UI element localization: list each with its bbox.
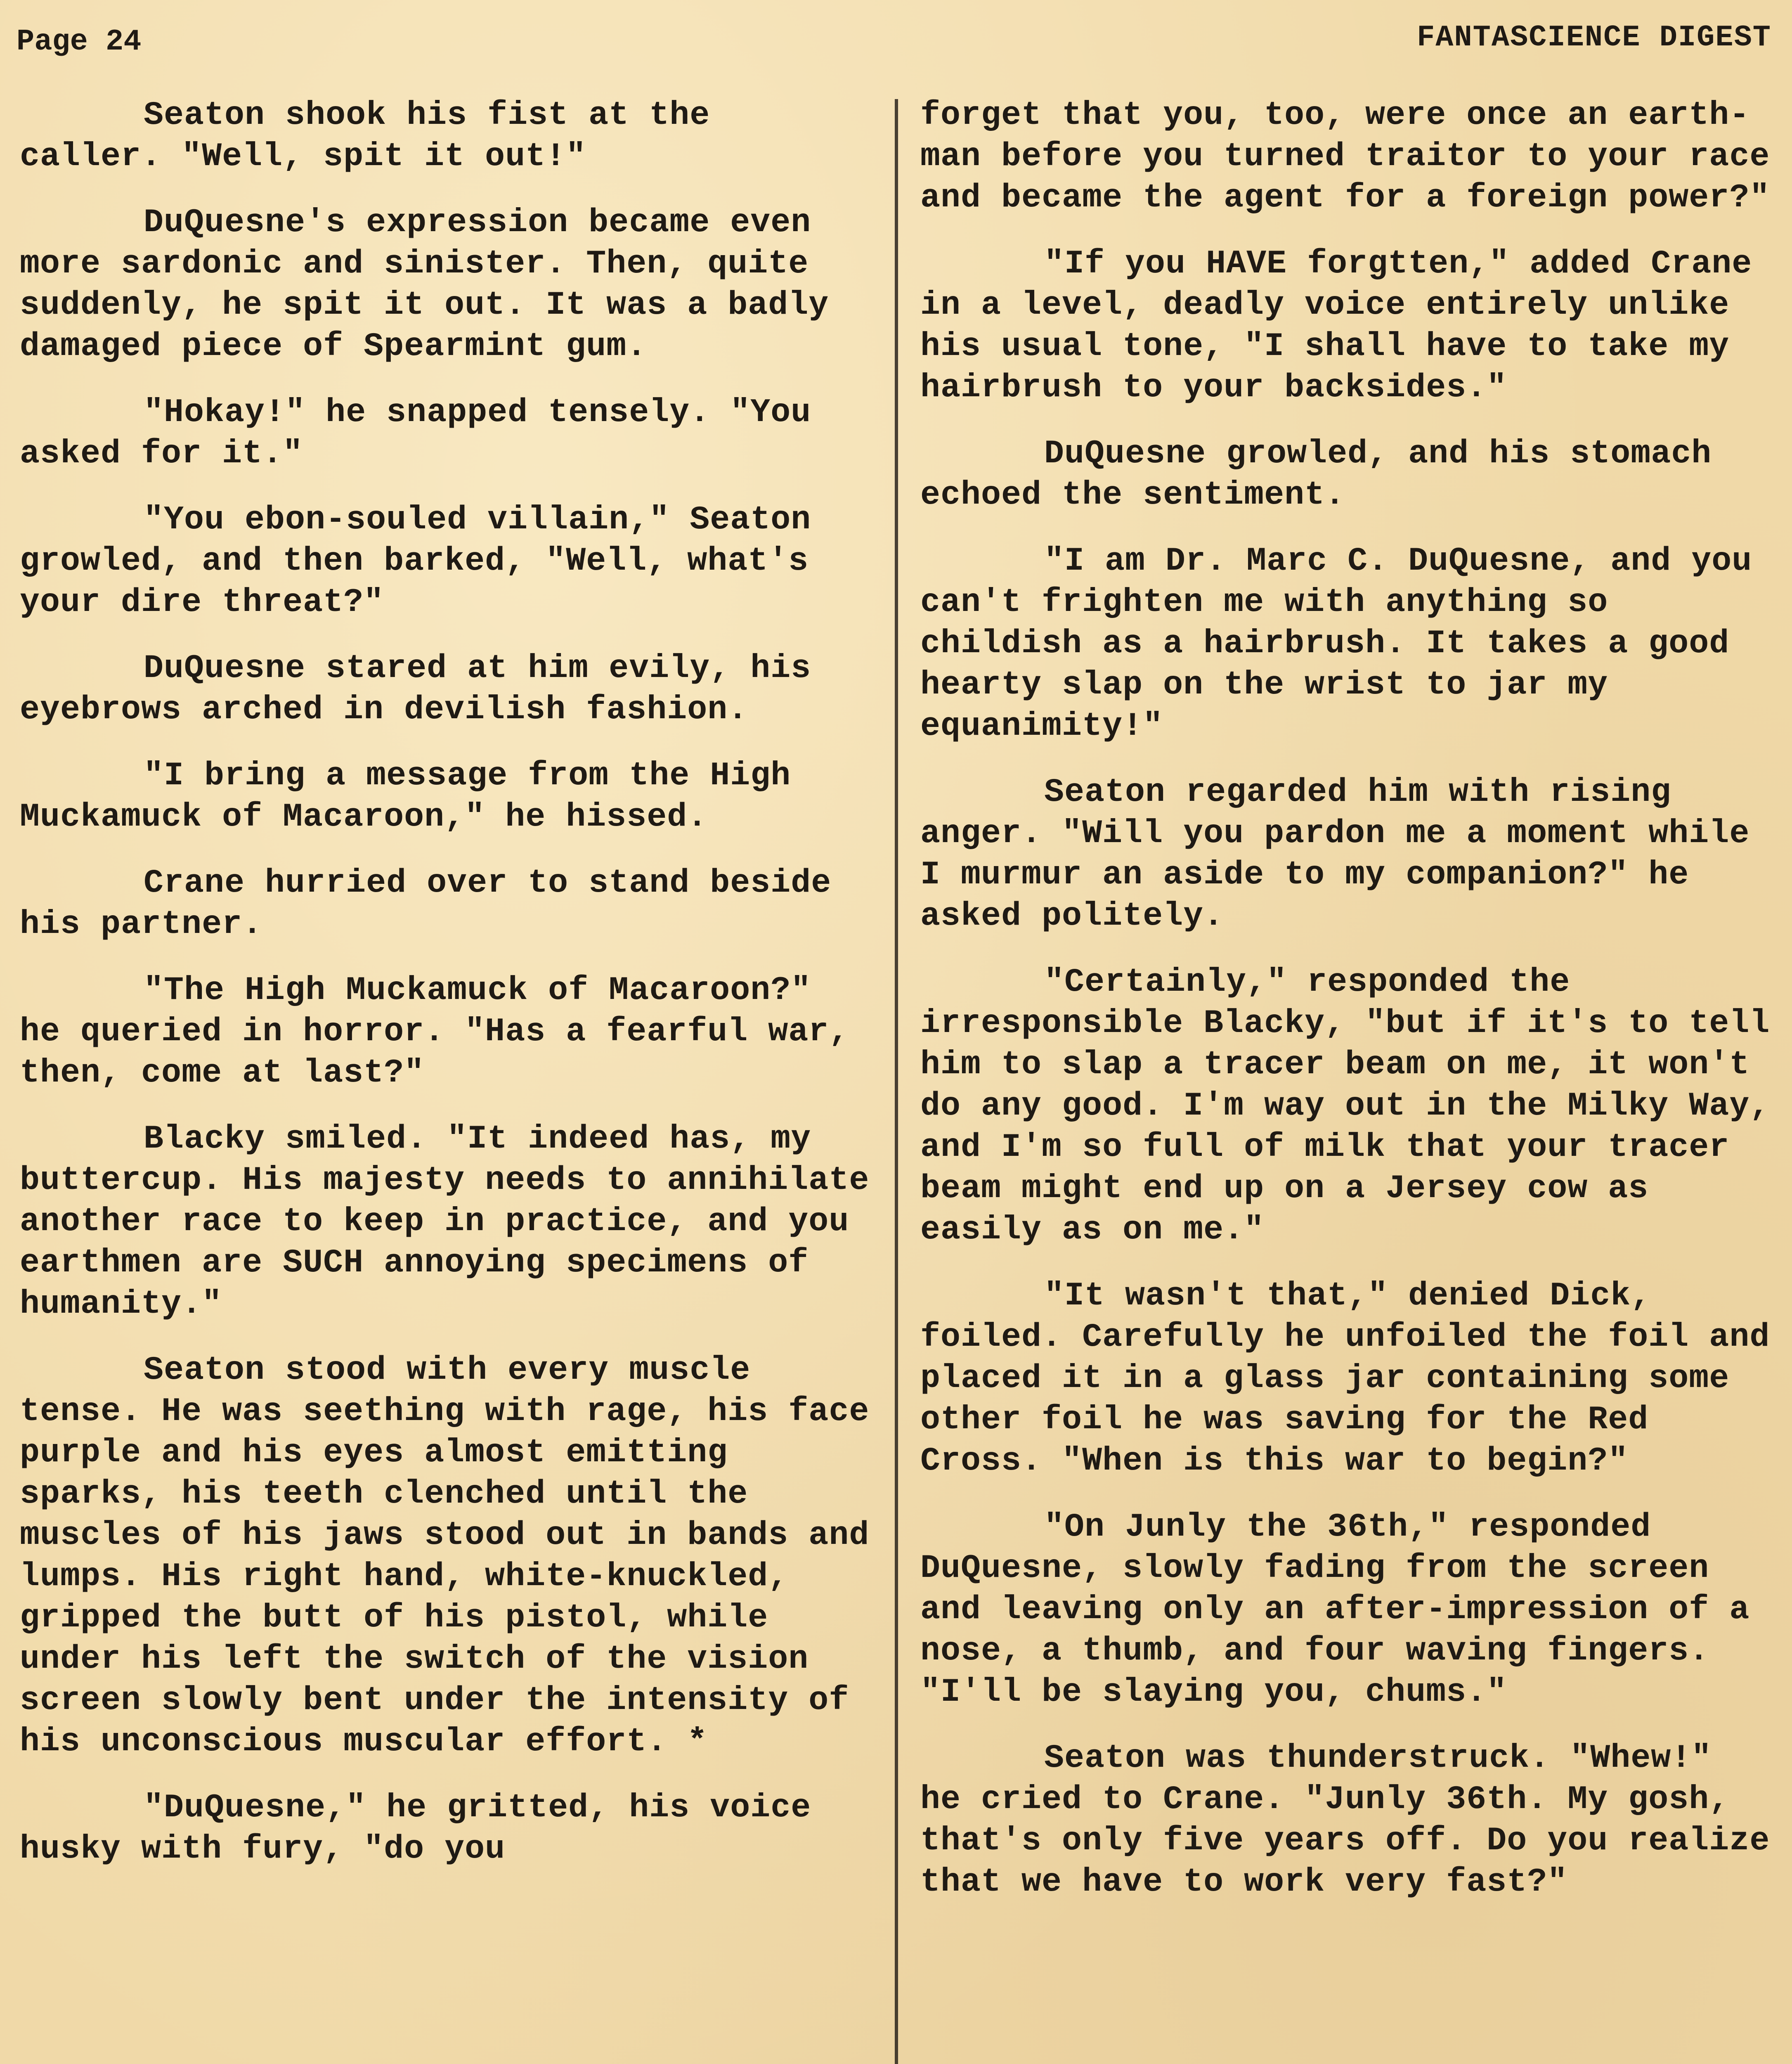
paragraph: Seaton regarded him with rising anger. "Will you pardon me a moment while I murmur an aside to my companion?" he asked politely.	[920, 774, 1750, 935]
left-column	[20, 95, 870, 2064]
paragraph: DuQuesne's expression became even more sardonic and sinister. Then, quite suddenly, he spit it out. It was a badly damaged piece of Spearmint gum.	[20, 204, 829, 365]
paragraph: "You ebon-souled villain," Seaton growled, and then barked, "Well, what's your dire threat?"	[20, 501, 811, 621]
publication-title: FANTASCIENCE DIGEST	[1417, 21, 1771, 54]
paragraph: "On Junly the 36th," responded DuQuesne, slowly fading from the screen and leaving only an after-impression of a nose, a thumb, and four waving fingers. "I'll be slaying you, chums."	[920, 1508, 1750, 1711]
paragraph: "I bring a message from the High Muckamuck of Macaroon," he hissed.	[20, 757, 791, 836]
page-number: Page 24	[17, 25, 142, 59]
paragraph: "Certainly," responded the irresponsible Blacky, "but if it's to tell him to slap a tracer beam on me, it won't do any good. I'm way out in the Milky Way, and I'm so full of milk that your tracer beam might end up on a Jersey cow as easily as on me."	[920, 963, 1770, 1249]
paragraph: "The High Muckamuck of Macaroon?" he queried in horror. "Has a fearful war, then, come at last?"	[20, 972, 849, 1092]
paragraph: DuQuesne stared at him evily, his eyebrows arched in devilish fashion.	[20, 650, 811, 729]
paragraph: "DuQuesne," he gritted, his voice husky with fury, "do you	[20, 1789, 811, 1868]
paragraph: Crane hurried over to stand beside his partner.	[20, 864, 832, 943]
paragraph: Seaton was thunderstruck. "Whew!" he cried to Crane. "Junly 36th. My gosh, that's only five years off. Do you realize that we have to work very fast?"	[920, 1740, 1770, 1901]
paragraph: Seaton shook his fist at the caller. "Well, spit it out!"	[20, 97, 710, 175]
paragraph: Seaton stood with every muscle tense. He was seething with rage, his face purple and his eyes almost emitting sparks, his teeth clenched until the muscles of his jaws stood out in bands and lumps. His right hand, white-knuckled, gripped the butt of his pistol, while under his left the switch of the vision screen slowly bent under the intensity of his unconscious muscular effort. *	[20, 1352, 870, 1761]
right-column	[920, 95, 1771, 2064]
paragraph: DuQuesne growled, and his stomach echoed the sentiment.	[920, 435, 1712, 514]
paragraph: forget that you, too, were once an earth-man before you turned traitor to your race and became the agent for a foreign power?"	[920, 97, 1770, 217]
paragraph: "Hokay!" he snapped tensely. "You asked for it."	[20, 394, 811, 473]
page-header	[17, 17, 1771, 70]
paragraph: Blacky smiled. "It indeed has, my buttercup. His majesty needs to annihilate another race to keep in practice, and you earthmen are SUCH annoying specimens of humanity."	[20, 1120, 870, 1323]
paragraph: "If you HAVE forgtten," added Crane in a level, deadly voice entirely unlike his usual tone, "I shall have to take my hairbrush to your backsides."	[920, 245, 1752, 407]
paragraph: "I am Dr. Marc C. DuQuesne, and you can't frighten me with anything so childish as a hairbrush. It takes a good hearty slap on the wrist to jar my equanimity!"	[920, 542, 1752, 745]
paragraph: "It wasn't that," denied Dick, foiled. Carefully he unfoiled the foil and placed it in a glass jar containing some other foil he was saving for the Red Cross. "When is this war to begin?"	[920, 1277, 1770, 1480]
column-divider	[895, 99, 898, 2064]
